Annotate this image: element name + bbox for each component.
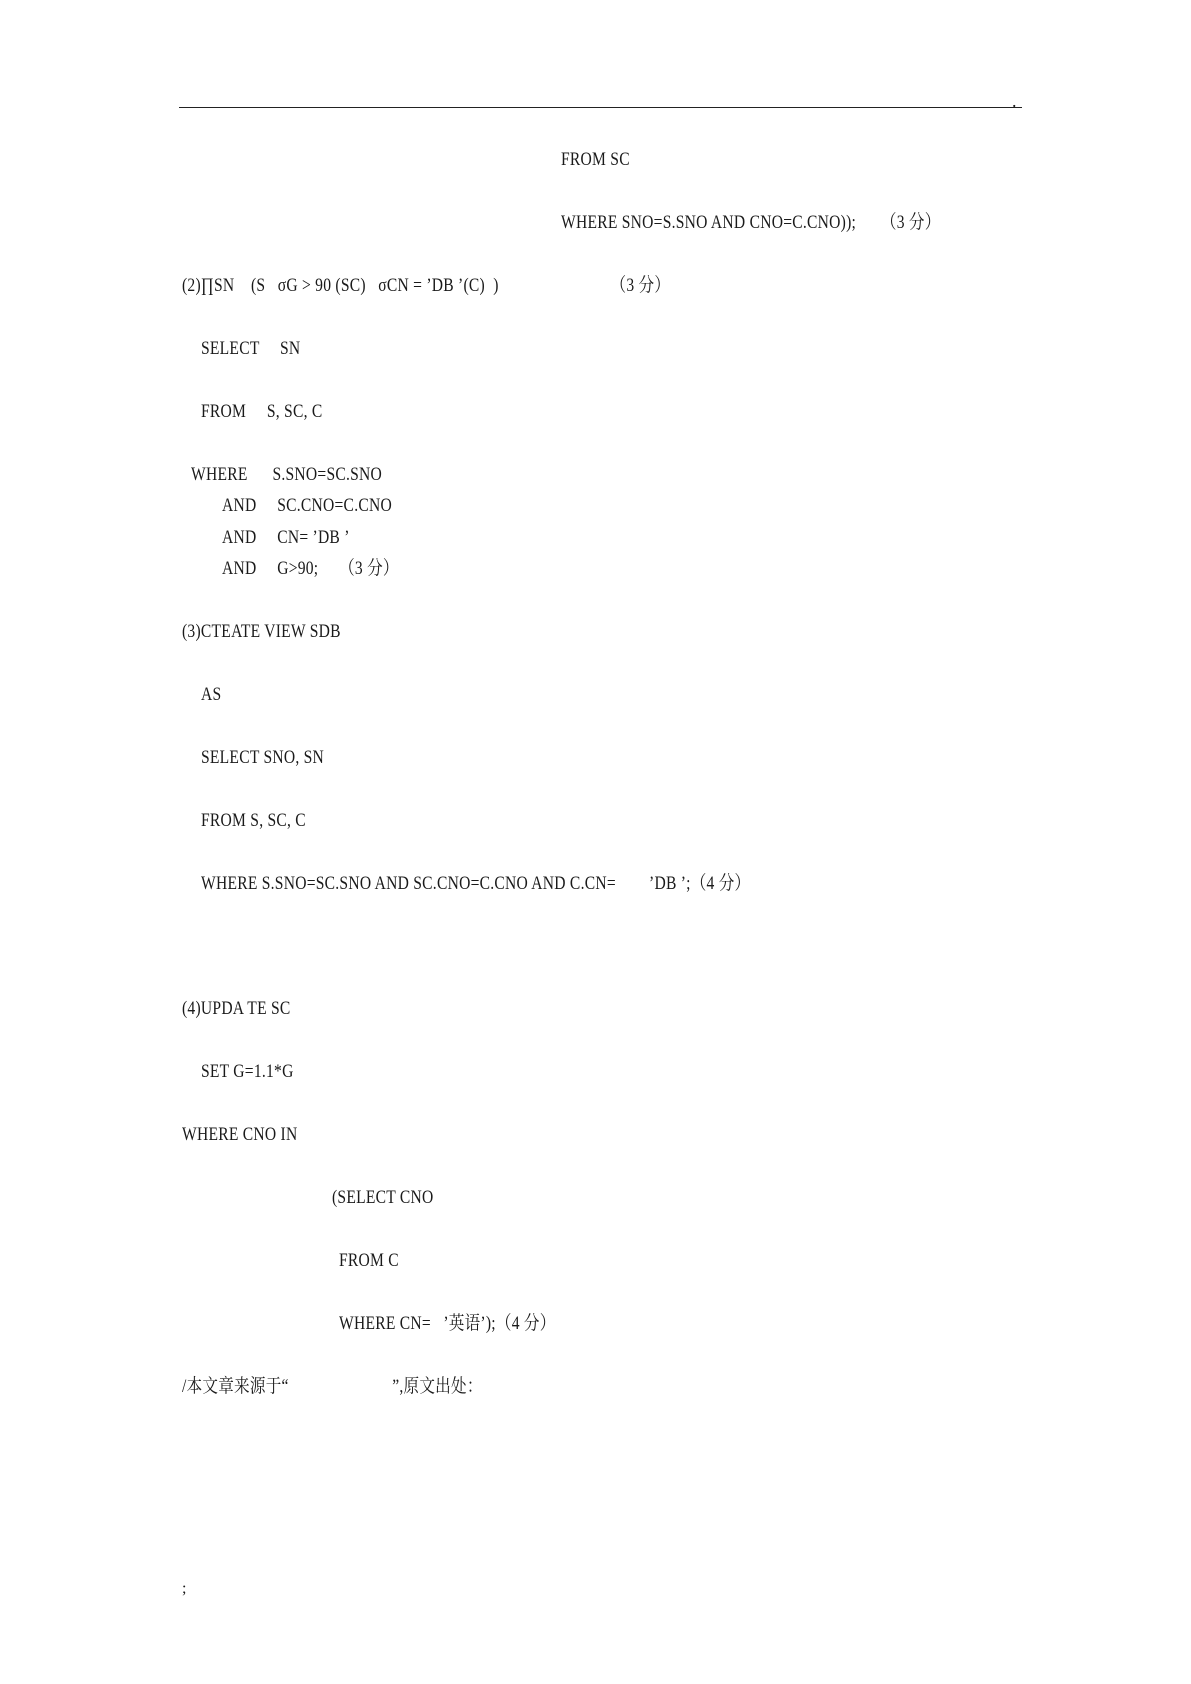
text-line: WHERE CNO IN	[182, 1124, 298, 1145]
text-line: WHERE S.SNO=SC.SNO	[191, 464, 383, 485]
text-line: AND CN= ’DB ’	[222, 527, 350, 548]
header-rule	[179, 107, 1022, 108]
text-line: FROM SC	[561, 149, 630, 170]
text-line: /本文章来源于“ ”,原文出处：	[182, 1376, 483, 1397]
text-line: AND G>90; （3 分）	[222, 558, 399, 579]
text-line: FROM S, SC, C	[201, 401, 323, 422]
header-mark: .	[1012, 91, 1017, 111]
text-line: (4)UPDA TE SC	[182, 998, 291, 1019]
text-line: WHERE CN= ’英语’);（4 分）	[339, 1313, 556, 1334]
text-line: WHERE SNO=S.SNO AND CNO=C.CNO)); （3 分）	[561, 212, 941, 233]
text-line: FROM S, SC, C	[201, 810, 306, 831]
text-line: SELECT SNO, SN	[201, 747, 325, 768]
text-line: SELECT SN	[201, 338, 301, 359]
text-line: FROM C	[339, 1250, 399, 1271]
text-line: SET G=1.1*G	[201, 1061, 294, 1082]
text-line: AND SC.CNO=C.CNO	[222, 495, 392, 516]
text-line: AS	[201, 684, 222, 705]
text-line: WHERE S.SNO=SC.SNO AND SC.CNO=C.CNO AND C.CN= ’DB ’;（4 分）	[201, 873, 751, 894]
footer-mark: ;	[182, 1580, 187, 1597]
text-line: (2)∏SN (S σG > 90 (SC) σCN = ’DB ’(C) ) （3 分）	[182, 275, 671, 296]
text-line: (SELECT CNO	[332, 1187, 434, 1208]
text-line: (3)CTEATE VIEW SDB	[182, 621, 341, 642]
